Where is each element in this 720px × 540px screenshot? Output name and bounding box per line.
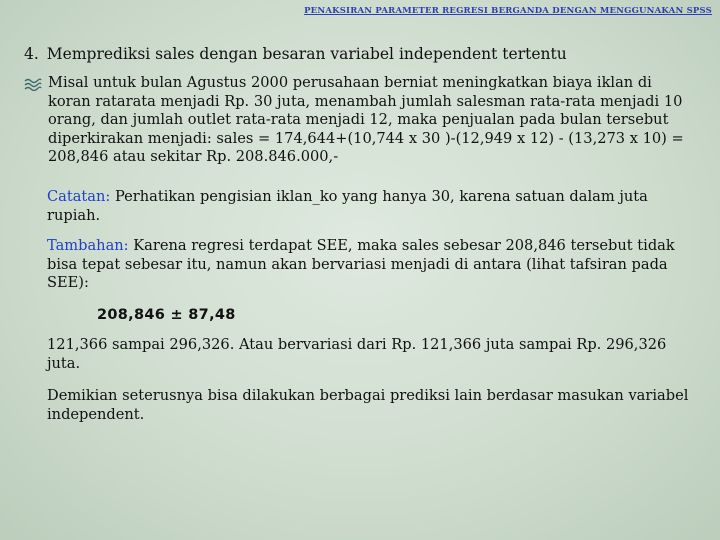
slide-header-title: PENAKSIRAN PARAMETER REGRESI BERGANDA DENGAN MENGGUNAKAN SPSS: [304, 6, 712, 16]
range-text: 121,366 sampai 296,326. Atau bervariasi dari Rp. 121,366 juta sampai Rp. 296,326 juta.: [47, 336, 667, 372]
bullet-text: Misal untuk bulan Agustus 2000 perusahaan berniat meningkatkan biaya iklan di koran ratarata menjadi Rp. 30 juta, menambah jumlah salesman rata-rata menjadi 10 orang, dan jumlah outlet rata-rata menjadi 12, maka penjualan pada bulan tersebut diperkirakan menjadi: sales = 174,644+(10,744 x 30 )-(12,949 x 12) - (13,273 x 10) = 208,846 atau sekitar Rp. 208.846.000,-: [48, 74, 684, 166]
catatan-note: [47, 188, 702, 225]
section-number: 4.: [24, 45, 39, 63]
prediction-interval: 208,846 ± 87,48: [97, 307, 236, 323]
section-title: Memprediksi sales dengan besaran variabel independent tertentu: [46, 45, 567, 63]
catatan-text: Perhatikan pengisian iklan_ko yang hanya 30, karena satuan dalam juta rupiah.: [47, 188, 648, 224]
wave-bullet-icon: [24, 77, 42, 91]
section-heading: [24, 44, 704, 64]
tambahan-text: Karena regresi terdapat SEE, maka sales sebesar 208,846 tersebut tidak bisa tepat sebesar itu, namun akan bervariasi menjadi di antara (lihat tafsiran pada SEE):: [47, 237, 675, 292]
bullet-item: [24, 74, 694, 167]
tambahan-label: Tambahan:: [47, 237, 129, 254]
tambahan-note: [47, 237, 702, 293]
catatan-label: Catatan:: [47, 188, 111, 205]
closing-text: Demikian seterusnya bisa dilakukan berbagai prediksi lain berdasar masukan variabel independent.: [47, 387, 689, 423]
